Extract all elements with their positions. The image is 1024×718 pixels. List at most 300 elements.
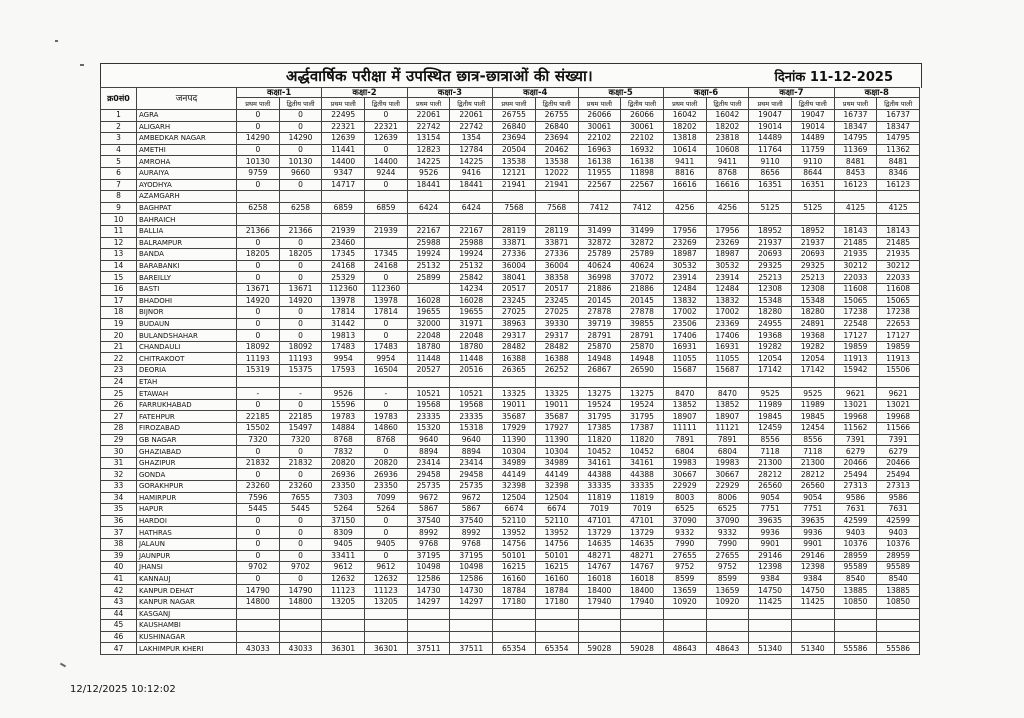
table-cell: 13275	[578, 388, 621, 400]
table-cell: 16215	[493, 562, 536, 574]
row-district: JALAUN	[137, 538, 237, 550]
table-cell	[749, 214, 792, 226]
table-cell: 0	[279, 538, 322, 550]
table-cell: 22567	[578, 179, 621, 191]
table-cell: 7568	[535, 202, 578, 214]
table-cell: 12121	[493, 167, 536, 179]
table-cell: 12459	[749, 423, 792, 435]
table-cell: 29325	[791, 260, 834, 272]
row-serial: 34	[101, 492, 137, 504]
table-cell: 16616	[663, 179, 706, 191]
table-cell: 10920	[663, 596, 706, 608]
table-cell: 4256	[663, 202, 706, 214]
table-cell: 11608	[834, 283, 877, 295]
table-cell: 10850	[877, 596, 920, 608]
table-cell	[535, 631, 578, 643]
table-cell: 9332	[663, 527, 706, 539]
row-district: BUDAUN	[137, 318, 237, 330]
row-serial: 33	[101, 481, 137, 493]
table-cell: 25132	[407, 260, 450, 272]
table-cell: 16388	[493, 353, 536, 365]
table-cell: 22495	[322, 110, 365, 122]
table-cell: 37072	[621, 272, 664, 284]
table-cell: 21941	[493, 179, 536, 191]
row-district: KASGANJ	[137, 608, 237, 620]
table-cell	[237, 376, 280, 388]
table-cell	[621, 376, 664, 388]
table-cell	[706, 376, 749, 388]
table-cell: 0	[279, 318, 322, 330]
table-cell: 0	[365, 527, 408, 539]
table-cell: 17940	[621, 596, 664, 608]
table-cell: 21941	[535, 179, 578, 191]
table-cell: 18205	[237, 249, 280, 261]
row-serial: 2	[101, 121, 137, 133]
table-cell	[663, 620, 706, 632]
table-cell: 19655	[407, 307, 450, 319]
table-cell: 9411	[663, 156, 706, 168]
table-cell: 0	[279, 469, 322, 481]
table-cell: 30667	[663, 469, 706, 481]
row-district: JAUNPUR	[137, 550, 237, 562]
table-cell: 19524	[621, 399, 664, 411]
table-cell: 65354	[493, 643, 536, 655]
table-cell: 7891	[663, 434, 706, 446]
first-shift-header: प्रथम पाली	[237, 98, 280, 110]
table-row	[101, 179, 920, 191]
table-cell: 11566	[877, 423, 920, 435]
table-cell: 23694	[493, 133, 536, 145]
table-cell: 25899	[407, 272, 450, 284]
table-cell: 14225	[407, 156, 450, 168]
row-serial: 8	[101, 191, 137, 203]
table-cell: 37511	[407, 643, 450, 655]
table-cell: 0	[237, 399, 280, 411]
table-cell: 13818	[663, 133, 706, 145]
table-row	[101, 457, 920, 469]
row-serial: 39	[101, 550, 137, 562]
table-cell: 24891	[791, 318, 834, 330]
table-cell: 9621	[877, 388, 920, 400]
table-cell: 14635	[621, 538, 664, 550]
second-shift-header: द्वितीय पाली	[450, 98, 493, 110]
row-district: FIROZABAD	[137, 423, 237, 435]
table-cell: 22061	[450, 110, 493, 122]
row-serial: 46	[101, 631, 137, 643]
table-cell: 19282	[749, 341, 792, 353]
class-header: कक्षा-7	[749, 88, 834, 98]
table-cell: 8346	[877, 167, 920, 179]
table-row	[101, 225, 920, 237]
table-cell: 15065	[834, 295, 877, 307]
table-cell: 27313	[877, 481, 920, 493]
table-cell: 23914	[706, 272, 749, 284]
table-cell: -	[237, 388, 280, 400]
table-row	[101, 376, 920, 388]
attendance-table	[100, 87, 920, 655]
second-shift-header: द्वितीय पाली	[621, 98, 664, 110]
table-cell	[365, 237, 408, 249]
table-cell: 11055	[706, 353, 749, 365]
second-shift-header: द्वितीय पाली	[791, 98, 834, 110]
table-cell: 7019	[621, 504, 664, 516]
table-row	[101, 353, 920, 365]
table-cell: 13978	[365, 295, 408, 307]
table-cell: 35687	[493, 411, 536, 423]
table-cell: 10130	[279, 156, 322, 168]
table-cell: 24955	[749, 318, 792, 330]
table-cell: 22102	[621, 133, 664, 145]
table-cell	[663, 191, 706, 203]
table-cell	[493, 620, 536, 632]
table-cell: 14790	[237, 585, 280, 597]
table-cell: 36004	[493, 260, 536, 272]
table-cell: 37090	[663, 515, 706, 527]
col-header-district: जनपद	[137, 88, 237, 110]
table-row	[101, 167, 920, 179]
table-cell: 19859	[877, 341, 920, 353]
table-cell: 37195	[407, 550, 450, 562]
table-cell: 38041	[493, 272, 536, 284]
table-cell: 26840	[493, 121, 536, 133]
table-cell: 30212	[834, 260, 877, 272]
table-cell: 18347	[834, 121, 877, 133]
table-cell	[407, 376, 450, 388]
table-cell: 13832	[663, 295, 706, 307]
table-cell: 23350	[322, 481, 365, 493]
table-cell: 26755	[493, 110, 536, 122]
row-serial: 22	[101, 353, 137, 365]
table-row	[101, 596, 920, 608]
table-cell: 11390	[535, 434, 578, 446]
table-cell: 10304	[535, 446, 578, 458]
table-cell	[749, 376, 792, 388]
table-cell	[834, 376, 877, 388]
table-cell: 22185	[237, 411, 280, 423]
row-district: AYODHYA	[137, 179, 237, 191]
table-cell: 25132	[450, 260, 493, 272]
table-cell: 15942	[834, 365, 877, 377]
table-cell: 13729	[578, 527, 621, 539]
second-shift-header: द्वितीय पाली	[365, 98, 408, 110]
table-row	[101, 121, 920, 133]
table-cell: 6804	[706, 446, 749, 458]
table-cell: 5867	[407, 504, 450, 516]
table-cell: 21935	[877, 249, 920, 261]
table-cell: 17385	[578, 423, 621, 435]
row-district: JHANSI	[137, 562, 237, 574]
class-header: कक्षा-3	[407, 88, 492, 98]
table-cell: 34161	[621, 457, 664, 469]
table-cell	[621, 620, 664, 632]
table-cell: 13659	[663, 585, 706, 597]
table-cell: 19783	[365, 411, 408, 423]
table-cell: 51340	[749, 643, 792, 655]
table-cell: 19524	[578, 399, 621, 411]
table-cell: 31971	[450, 318, 493, 330]
table-cell: 5867	[450, 504, 493, 516]
table-cell: 31795	[621, 411, 664, 423]
table-cell: 112360	[322, 283, 365, 295]
table-cell: 10521	[450, 388, 493, 400]
table-cell: 9640	[407, 434, 450, 446]
table-cell: 8656	[749, 167, 792, 179]
table-row	[101, 144, 920, 156]
table-cell	[834, 608, 877, 620]
table-cell: 12484	[663, 283, 706, 295]
table-cell: 48271	[578, 550, 621, 562]
table-row	[101, 608, 920, 620]
table-cell: 8003	[663, 492, 706, 504]
table-cell: 47101	[621, 515, 664, 527]
table-cell	[578, 631, 621, 643]
table-cell: 15687	[663, 365, 706, 377]
table-cell: 10498	[450, 562, 493, 574]
table-cell: 9672	[450, 492, 493, 504]
table-cell: 0	[279, 272, 322, 284]
table-cell: 0	[279, 121, 322, 133]
row-district: ALIGARH	[137, 121, 237, 133]
table-cell: 30212	[877, 260, 920, 272]
table-cell: 12586	[450, 573, 493, 585]
table-cell: 26066	[621, 110, 664, 122]
class-header: कक्षा-4	[493, 88, 578, 98]
table-cell: 22929	[663, 481, 706, 493]
table-cell: 13671	[279, 283, 322, 295]
table-cell: 39719	[578, 318, 621, 330]
table-cell: 9702	[279, 562, 322, 574]
table-cell: 17483	[322, 341, 365, 353]
table-cell: 12484	[706, 283, 749, 295]
table-cell: 8768	[322, 434, 365, 446]
table-cell	[578, 191, 621, 203]
row-serial: 29	[101, 434, 137, 446]
table-cell: 17345	[322, 249, 365, 261]
table-cell	[663, 631, 706, 643]
table-cell: 8453	[834, 167, 877, 179]
row-serial: 12	[101, 237, 137, 249]
table-cell: 15348	[791, 295, 834, 307]
table-row	[101, 446, 920, 458]
table-cell: 24168	[365, 260, 408, 272]
table-cell: 39635	[791, 515, 834, 527]
table-cell: 9752	[706, 562, 749, 574]
table-cell: 7391	[877, 434, 920, 446]
table-cell: 17142	[791, 365, 834, 377]
table-cell: 33335	[578, 481, 621, 493]
table-cell: 0	[237, 515, 280, 527]
table-cell: 9901	[749, 538, 792, 550]
table-cell	[493, 376, 536, 388]
table-cell: 39855	[621, 318, 664, 330]
table-cell: 14290	[237, 133, 280, 145]
table-cell: 23260	[279, 481, 322, 493]
table-cell: 9110	[749, 156, 792, 168]
table-cell: 30061	[621, 121, 664, 133]
table-cell: 0	[279, 330, 322, 342]
table-cell: 21939	[365, 225, 408, 237]
table-cell: 8644	[791, 167, 834, 179]
table-cell: 16351	[791, 179, 834, 191]
table-cell: 20693	[791, 249, 834, 261]
table-cell: 34989	[535, 457, 578, 469]
table-cell: 14948	[621, 353, 664, 365]
table-cell: 0	[237, 179, 280, 191]
table-cell: 19968	[877, 411, 920, 423]
table-cell: 12454	[791, 423, 834, 435]
table-cell: 14920	[237, 295, 280, 307]
table-cell: 7990	[663, 538, 706, 550]
table-cell: 22929	[706, 481, 749, 493]
table-cell	[535, 620, 578, 632]
table-cell: 27655	[706, 550, 749, 562]
table-cell: 14884	[322, 423, 365, 435]
table-cell: 12632	[365, 573, 408, 585]
table-cell: 14297	[407, 596, 450, 608]
table-cell: 6859	[365, 202, 408, 214]
table-cell	[450, 620, 493, 632]
table-cell: 11955	[578, 167, 621, 179]
table-cell: 22653	[877, 318, 920, 330]
table-cell: 9901	[791, 538, 834, 550]
table-cell: 31499	[578, 225, 621, 237]
table-cell: 40624	[621, 260, 664, 272]
table-cell: 18441	[450, 179, 493, 191]
table-cell: 12639	[322, 133, 365, 145]
table-cell: 11820	[621, 434, 664, 446]
table-cell: 12632	[322, 573, 365, 585]
row-serial: 17	[101, 295, 137, 307]
table-cell	[322, 191, 365, 203]
table-cell: 18280	[791, 307, 834, 319]
table-cell: 37540	[407, 515, 450, 527]
scan-speck	[80, 64, 84, 66]
table-cell	[706, 620, 749, 632]
table-cell: 10850	[834, 596, 877, 608]
table-cell: 14234	[450, 283, 493, 295]
table-cell: 0	[279, 260, 322, 272]
table-cell: 19968	[834, 411, 877, 423]
table-cell: 9347	[322, 167, 365, 179]
table-cell: 18400	[578, 585, 621, 597]
row-serial: 7	[101, 179, 137, 191]
table-cell: 27025	[493, 307, 536, 319]
table-cell: 33411	[322, 550, 365, 562]
table-cell: 11820	[578, 434, 621, 446]
table-cell: 52110	[493, 515, 536, 527]
table-cell: 6859	[322, 202, 365, 214]
row-serial: 10	[101, 214, 137, 226]
table-cell: 22321	[322, 121, 365, 133]
table-cell	[493, 191, 536, 203]
table-cell: 11425	[749, 596, 792, 608]
scan-speck	[55, 40, 58, 42]
table-cell: 10376	[877, 538, 920, 550]
table-cell: 25494	[877, 469, 920, 481]
table-cell	[322, 376, 365, 388]
table-row	[101, 620, 920, 632]
table-cell: 28482	[535, 341, 578, 353]
table-cell: 14489	[749, 133, 792, 145]
table-cell: 21832	[279, 457, 322, 469]
table-cell	[237, 631, 280, 643]
table-cell: 21366	[279, 225, 322, 237]
table-cell: 8540	[877, 573, 920, 585]
table-cell: 0	[237, 573, 280, 585]
table-cell	[365, 608, 408, 620]
table-cell: 12784	[450, 144, 493, 156]
table-cell: 16737	[877, 110, 920, 122]
table-cell: 33871	[493, 237, 536, 249]
table-cell: 11369	[834, 144, 877, 156]
table-cell	[237, 191, 280, 203]
table-cell: 9702	[237, 562, 280, 574]
table-cell: 0	[365, 399, 408, 411]
table-cell: 12504	[493, 492, 536, 504]
table-cell	[621, 191, 664, 203]
table-cell: 22167	[407, 225, 450, 237]
table-row	[101, 399, 920, 411]
table-cell: 18202	[663, 121, 706, 133]
row-serial: 11	[101, 225, 137, 237]
table-cell: 19845	[791, 411, 834, 423]
table-cell: 13952	[493, 527, 536, 539]
table-cell: 19983	[706, 457, 749, 469]
table-cell: 19783	[322, 411, 365, 423]
table-cell: 0	[279, 550, 322, 562]
row-serial: 16	[101, 283, 137, 295]
table-cell	[791, 191, 834, 203]
table-cell: 9612	[322, 562, 365, 574]
table-cell: 8768	[365, 434, 408, 446]
row-serial: 36	[101, 515, 137, 527]
table-cell: 16018	[621, 573, 664, 585]
row-district: KANNAUJ	[137, 573, 237, 585]
first-shift-header: प्रथम पाली	[834, 98, 877, 110]
row-district: AMROHA	[137, 156, 237, 168]
table-cell: 5125	[791, 202, 834, 214]
table-cell: 9612	[365, 562, 408, 574]
table-cell: 17927	[535, 423, 578, 435]
table-cell: 26755	[535, 110, 578, 122]
table-cell: 16737	[834, 110, 877, 122]
row-district: BULANDSHAHAR	[137, 330, 237, 342]
table-cell: 24168	[322, 260, 365, 272]
table-cell: 6258	[279, 202, 322, 214]
table-cell: 5125	[749, 202, 792, 214]
row-serial: 3	[101, 133, 137, 145]
row-district: CHANDAULI	[137, 341, 237, 353]
row-district: BALRAMPUR	[137, 237, 237, 249]
first-shift-header: प्रथम पाली	[493, 98, 536, 110]
table-cell: 13021	[834, 399, 877, 411]
table-cell: 16028	[407, 295, 450, 307]
table-cell: 11362	[877, 144, 920, 156]
report-date: दिनांक 11-12-2025	[774, 70, 893, 85]
table-cell: 95589	[834, 562, 877, 574]
table-cell: 22102	[578, 133, 621, 145]
table-cell: 13659	[706, 585, 749, 597]
table-cell: 25789	[578, 249, 621, 261]
table-cell: 28212	[749, 469, 792, 481]
row-serial: 40	[101, 562, 137, 574]
table-cell: 11123	[322, 585, 365, 597]
table-cell: 19924	[407, 249, 450, 261]
title-box	[100, 63, 922, 88]
table-cell: 0	[279, 307, 322, 319]
table-cell: 21832	[237, 457, 280, 469]
table-cell: 7320	[237, 434, 280, 446]
